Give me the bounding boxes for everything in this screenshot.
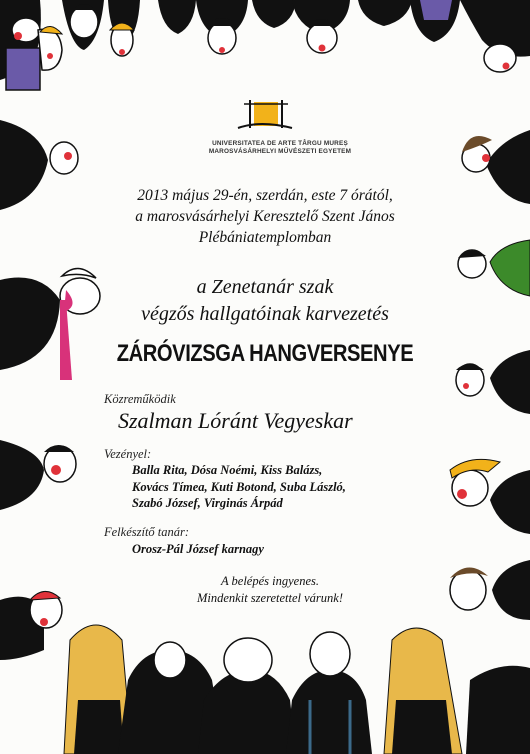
figure-bottom-right-icon — [466, 666, 530, 754]
event-date: 2013 május 29-én, szerdán, este 7 órától, — [137, 187, 393, 204]
title-line1: a Zenetanár szak — [196, 276, 334, 298]
figure-top-7-icon — [252, 0, 296, 28]
figure-right-yellow-cap-icon — [450, 459, 530, 534]
entry-free: A belépés ingyenes. — [221, 574, 319, 588]
conductors-label: Vezényel: — [104, 447, 152, 461]
figure-top-8-icon — [292, 0, 350, 53]
figure-top-5-icon — [158, 0, 196, 34]
figure-top-9-icon — [358, 0, 412, 26]
choir-name: Szalman Lóránt Vegyeskar — [118, 408, 353, 433]
figure-left-3-icon — [0, 591, 62, 660]
conductors-line: Balla Rita, Dósa Noémi, Kiss Balázs, — [132, 463, 323, 477]
figure-right-3-icon — [450, 560, 530, 620]
figure-bottom-4-icon — [286, 632, 372, 754]
main-title: ZÁRÓVIZSGA HANGVERSENYE — [116, 340, 414, 367]
performers-label: Közreműködik — [104, 392, 176, 406]
conductors-list — [132, 462, 346, 512]
conductors-line: Kovács Tímea, Kuti Botond, Suba László, — [132, 479, 346, 494]
figure-top-right-icon — [460, 0, 530, 72]
conductors-line: Szabó József, Virginás Árpád — [132, 496, 283, 510]
university-name-hu: MAROSVÁSÁRHELYI MŰVÉSZETI EGYETEM — [208, 148, 352, 155]
teacher-name: Orosz-Pál József karnagy — [132, 542, 264, 556]
teacher-label: Felkészítő tanár: — [104, 525, 190, 539]
figure-bottom-5-icon — [384, 628, 462, 754]
event-venue-line2: Plébániatemplomban — [198, 229, 332, 246]
event-venue-line1: a marosvásárhelyi Keresztelő Szent János — [135, 208, 395, 225]
title-line2: végzős hallgatóinak karvezetés — [141, 303, 389, 325]
figure-top-6-icon — [196, 0, 248, 54]
university-name-ro: UNIVERSITATEA DE ARTE TÂRGU MUREȘ — [212, 140, 348, 147]
figure-top-3-icon — [62, 0, 104, 50]
figure-bottom-3-icon — [198, 638, 296, 754]
figure-left-2-icon — [0, 440, 76, 510]
figure-top-10-icon — [410, 0, 460, 42]
university-logo-icon — [230, 98, 300, 136]
welcome-text: Mindenkit szeretettel várunk! — [196, 591, 343, 605]
figure-top-4-icon — [108, 0, 140, 56]
